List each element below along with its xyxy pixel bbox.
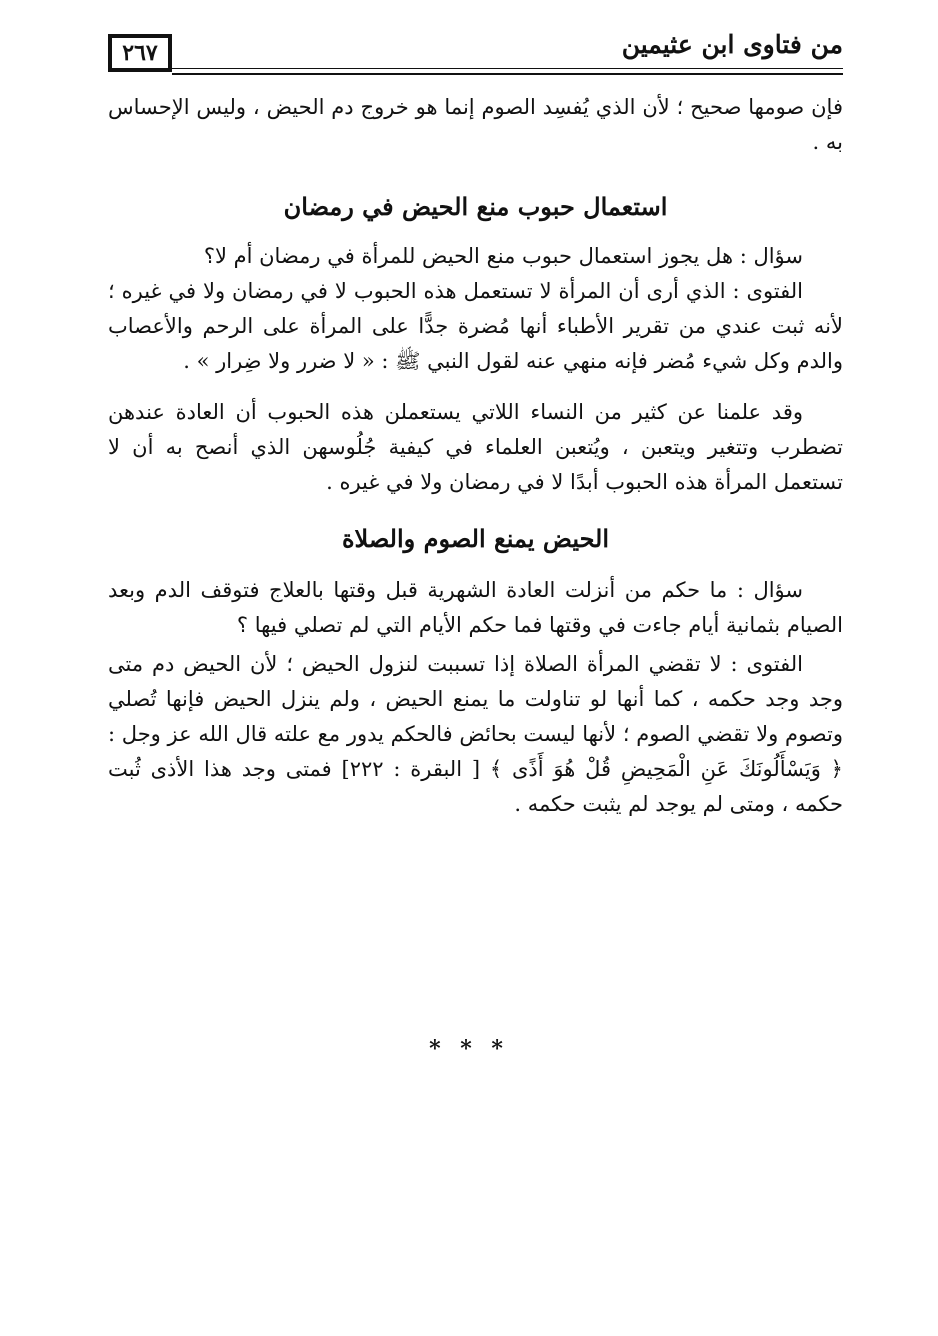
- page-header: [108, 28, 843, 74]
- section-separator: * * *: [429, 1036, 509, 1062]
- section-heading-menstruation-fasting-prayer: الحيض يمنع الصوم والصلاة: [341, 524, 610, 553]
- fatwa-paragraph: الفتوى : لا تقضي المرأة الصلاة إذا تسببت لنزول الحيض ؛ لأن الحيض دم متى وجد وجد حكمه ، كما أنها لو تناولت ما يمنع الحيض ، ولم ينزل الحيض فإنها تُصلي وتصوم ولا تقضي الصوم ؛ لأنها ليست بحائض فالحكم يدور مع علته قال الله عز وجل : ﴿ وَيَسْأَلُونَكَ عَنِ الْمَحِيضِ قُلْ هُوَ أَذًى ﴾ [ البقرة : ٢٢٢] فمتى وجد هذا الأذى ثُبت حكمه ، ومتى لم يوجد لم يثبت حكمه .: [108, 652, 843, 816]
- page-body: [108, 88, 843, 822]
- body-paragraph: وقد علمنا عن كثير من النساء اللاتي يستعملن هذه الحبوب أن العادة عندهن تضطرب وتتغير ويتعبن ، ويُتعبن العلماء في كيفية جُلُوسهن الذي أنصح به أن لا تستعمل المرأة هذه الحبوب أبدًا لا في رمضان ولا في غيره .: [108, 400, 843, 494]
- intro-paragraph: فإن صومها صحيح ؛ لأن الذي يُفسِد الصوم إنما هو خروج دم الحيض ، وليس الإحساس به .: [108, 95, 843, 154]
- running-title: من فتاوى ابن عثيمين: [621, 30, 843, 59]
- header-divider: [172, 68, 843, 75]
- section-heading-pills-ramadan: استعمال حبوب منع الحيض في رمضان: [283, 192, 668, 221]
- question-paragraph: سؤال : ما حكم من أنزلت العادة الشهرية قبل وقتها بالعلاج فتوقف الدم وبعد الصيام بثمانية أيام جاءت في وقتها فما حكم الأيام التي لم تصلي فيها ؟: [108, 578, 843, 637]
- fatwa-paragraph: الفتوى : الذي أرى أن المرأة لا تستعمل هذه الحبوب لا في رمضان ولا في غيره ؛ لأنه ثبت عندي من تقرير الأطباء أنها مُضرة جدًّا على المرأة على الرحم والأعصاب والدم وكل شيء مُضر فإنه منهي عنه لقول النبي ﷺ : « لا ضرر ولا ضِرار » .: [108, 279, 843, 373]
- page-number: ٢٦٧: [108, 34, 172, 72]
- question-paragraph: سؤال : هل يجوز استعمال حبوب منع الحيض للمرأة في رمضان أم لا؟: [203, 244, 803, 268]
